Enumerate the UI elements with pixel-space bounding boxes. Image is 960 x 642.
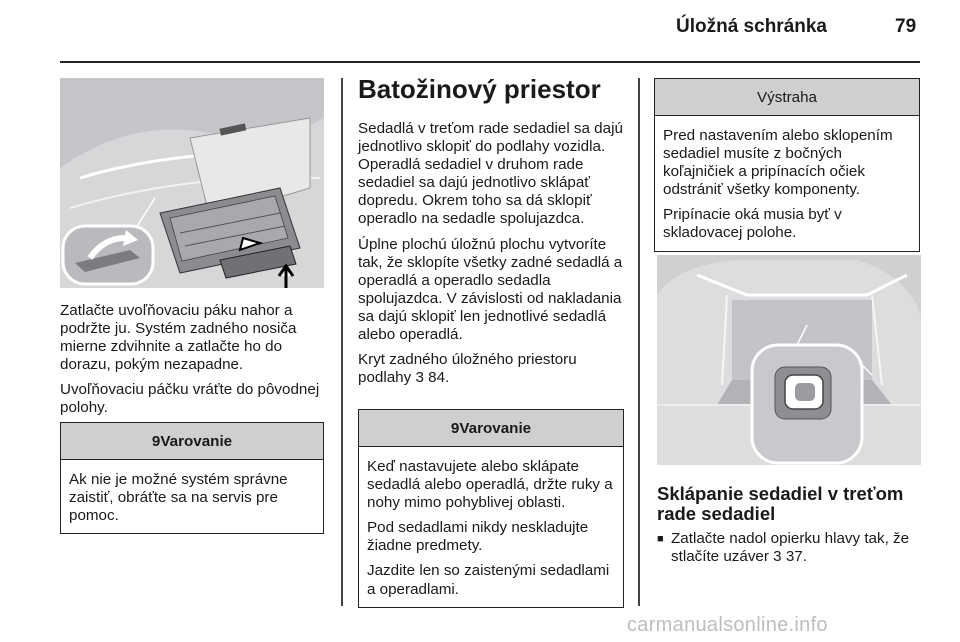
seat-release-illustration xyxy=(657,255,921,465)
warning-box-left-body xyxy=(61,460,323,533)
bullet-square-icon: ■ xyxy=(657,533,664,545)
warning-box-left-text: Ak nie je možné systém správne zaistiť, obráťte sa na servis pre pomoc. xyxy=(69,471,288,525)
page-number: 79 xyxy=(895,16,917,37)
warning-box-middle-text-1: Keď nastavujete alebo sklápate sedadlá alebo operadlá, držte ruky a nohy mimo pohyblivej oblasti. xyxy=(367,458,613,512)
caution-box-text-1: Pred nastavením alebo sklopením sedadiel musíte z bočných koľajničiek a pripínacích očiek odstrániť všetky komponenty. xyxy=(663,127,893,199)
warning-box-middle-text-2: Pod sedadlami nikdy neskladujte žiadne predmety. xyxy=(367,519,589,555)
warning-box-middle-title: Varovanie xyxy=(459,420,532,437)
warning-box-left-title: Varovanie xyxy=(160,433,233,450)
seat-release-drawing xyxy=(657,255,921,465)
middle-paragraph-2: Úplne plochú úložnú plochu vytvoríte tak, že sklopíte všetky zadné sedadlá a operadlá a operadlo sedadla spolujazdca. V závislosti od nakladania sa dajú sklopiť len jednotlivé sedadlá alebo operadlá. xyxy=(358,235,623,344)
caution-box-right xyxy=(654,78,920,252)
warning-box-middle-header xyxy=(359,410,623,447)
cargo-carrier-illustration xyxy=(60,78,324,288)
warning-box-middle xyxy=(358,409,624,608)
cargo-carrier-drawing xyxy=(60,78,324,288)
caution-box-header xyxy=(655,79,919,116)
bullet-item xyxy=(657,530,921,566)
section-heading-luggage: Batožinový priestor xyxy=(358,74,601,104)
bullet-1-ref: 37. xyxy=(785,548,807,566)
warning-box-left xyxy=(60,422,324,534)
cross-reference-icon: 3 xyxy=(773,548,782,566)
warning-box-left-header xyxy=(61,423,323,460)
caution-box-text-2: Pripínacie oká musia byť v skladovacej polohe. xyxy=(663,206,842,242)
bullet-1-text: Zatlačte nadol opierku hlavy tak, že stlačíte uzáver xyxy=(671,530,910,566)
header-rule xyxy=(60,61,920,63)
left-column xyxy=(60,302,326,425)
warning-triangle-icon: 9 xyxy=(151,433,161,450)
column-divider-left xyxy=(341,78,343,606)
warning-box-middle-body xyxy=(359,447,623,607)
column-divider-right xyxy=(638,78,640,606)
caution-box-title: Výstraha xyxy=(757,89,817,106)
watermark: carmanualsonline.info xyxy=(627,614,828,636)
right-column xyxy=(657,484,921,566)
bullet-item-text xyxy=(671,530,921,566)
middle-column xyxy=(358,74,626,394)
middle-paragraph-3-text: Kryt zadného úložného priestoru podlahy xyxy=(358,351,577,387)
left-paragraph-2: Uvoľňovaciu páčku vráťte do pôvodnej polohy. xyxy=(60,381,320,417)
cross-reference-icon: 3 xyxy=(415,369,424,387)
warning-triangle-icon: 9 xyxy=(450,420,460,437)
header-title: Úložná schránka xyxy=(676,16,827,37)
middle-paragraph-3-ref: 84. xyxy=(428,369,450,387)
middle-paragraph-3 xyxy=(358,351,626,387)
section-title-fold-seats: Sklápanie sedadiel v treťom rade sedadiel xyxy=(657,483,904,524)
middle-paragraph-1: Sedadlá v treťom rade sedadiel sa dajú jednotlivo sklopiť do podlahy vozidla. Operadlá sedadiel v druhom rade sedadiel sa dajú jednotlivo sklápať dopredu. Okrem toho sa dá sklopiť operadlo na sedadle spolujazdca. xyxy=(358,120,623,228)
left-paragraph-1: Zatlačte uvoľňovaciu páku nahor a podržte ju. Systém zadného nosiča mierne zdvihnite a zatlačte ho do dorazu, pokým nezapadne. xyxy=(60,302,297,374)
warning-box-middle-text-3: Jazdite len so zaistenými sedadlami a operadlami. xyxy=(367,562,610,598)
caution-box-body xyxy=(655,116,919,251)
